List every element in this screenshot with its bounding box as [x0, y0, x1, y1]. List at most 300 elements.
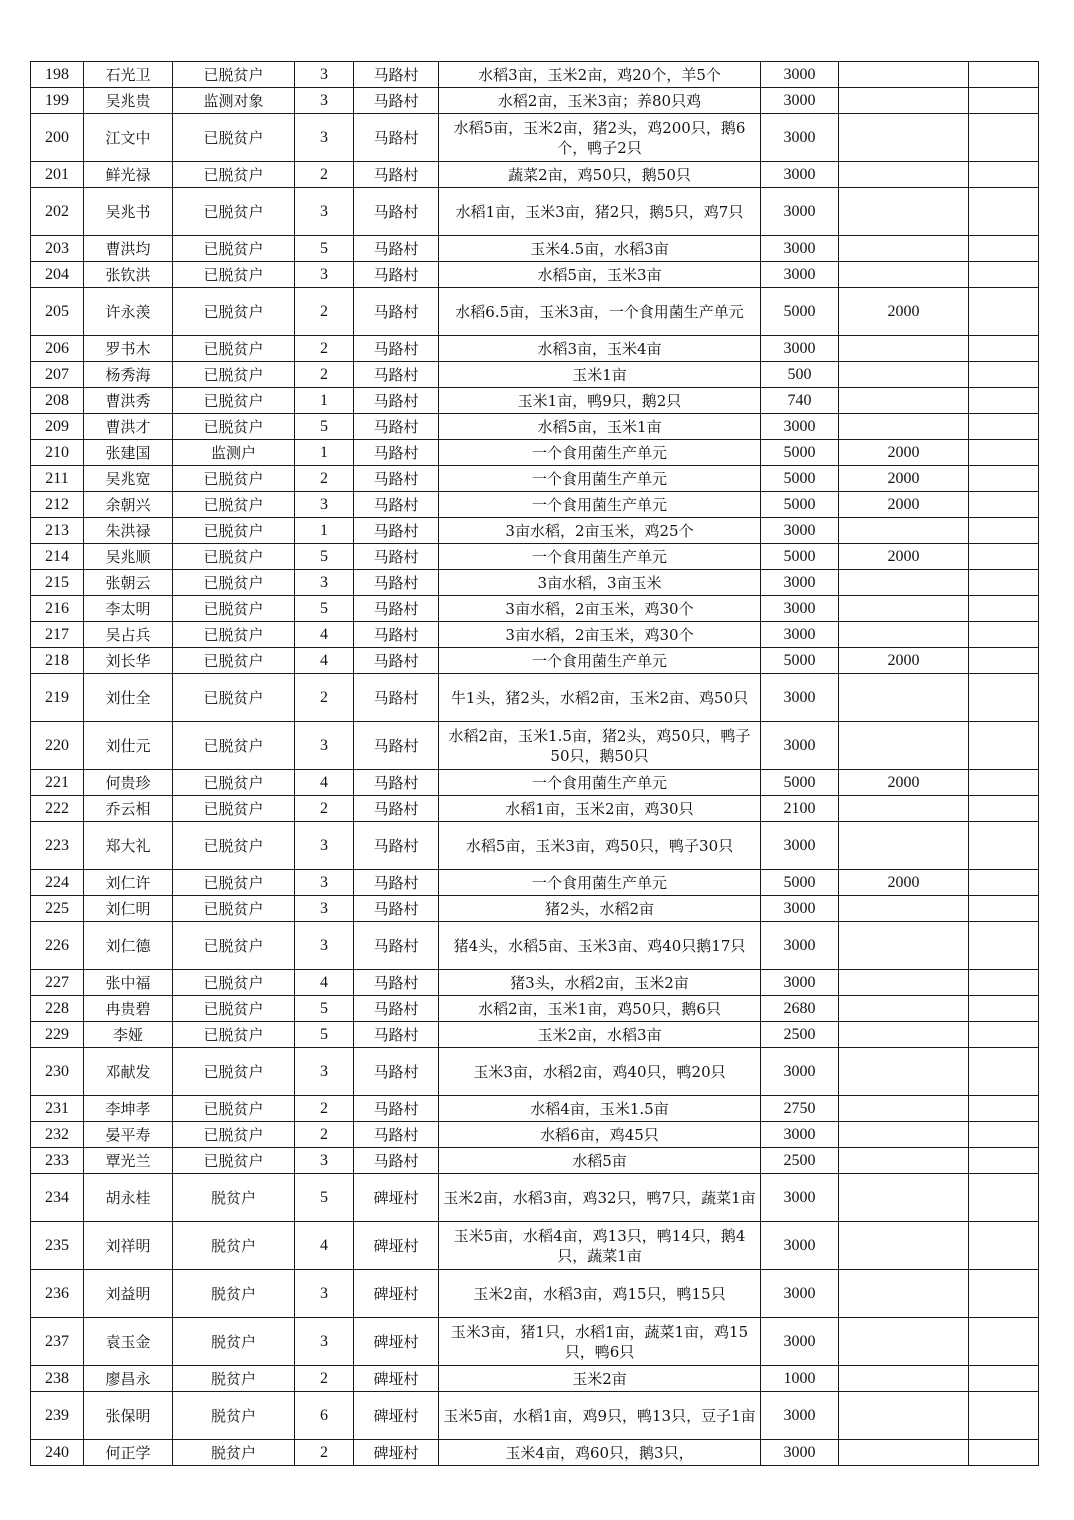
village-cell: 马路村	[354, 188, 439, 236]
household-name-cell: 朱洪禄	[84, 518, 173, 544]
table-row	[31, 388, 1039, 414]
table-row	[31, 262, 1039, 288]
household-size-cell: 3	[295, 262, 354, 288]
extra-amount-cell	[839, 62, 969, 88]
subsidy-amount-cell: 3000	[761, 1048, 839, 1096]
subsidy-amount-cell: 2680	[761, 996, 839, 1022]
remark-cell	[969, 336, 1039, 362]
table-body	[31, 62, 1039, 1466]
row-number-cell: 205	[31, 288, 84, 336]
extra-amount-cell: 2000	[839, 770, 969, 796]
household-name-cell: 石光卫	[84, 62, 173, 88]
subsidy-amount-cell: 3000	[761, 518, 839, 544]
household-size-cell: 2	[295, 796, 354, 822]
household-type-cell: 已脱贫户	[173, 722, 295, 770]
subsidy-amount-cell: 3000	[761, 1122, 839, 1148]
household-name-cell: 刘长华	[84, 648, 173, 674]
row-number-cell: 208	[31, 388, 84, 414]
production-detail-cell: 玉米1亩，鸭9只，鹅2只	[439, 388, 761, 414]
table-row	[31, 336, 1039, 362]
extra-amount-cell	[839, 262, 969, 288]
household-name-cell: 吴兆宽	[84, 466, 173, 492]
remark-cell	[969, 870, 1039, 896]
extra-amount-cell	[839, 1318, 969, 1366]
extra-amount-cell	[839, 722, 969, 770]
household-type-cell: 已脱贫户	[173, 288, 295, 336]
village-cell: 碑垭村	[354, 1222, 439, 1270]
household-name-cell: 晏平寿	[84, 1122, 173, 1148]
household-type-cell: 已脱贫户	[173, 674, 295, 722]
household-size-cell: 3	[295, 1270, 354, 1318]
household-type-cell: 脱贫户	[173, 1270, 295, 1318]
row-number-cell: 238	[31, 1366, 84, 1392]
household-type-cell: 已脱贫户	[173, 822, 295, 870]
household-type-cell: 脱贫户	[173, 1392, 295, 1440]
extra-amount-cell: 2000	[839, 492, 969, 518]
household-name-cell: 吴兆书	[84, 188, 173, 236]
table-row	[31, 414, 1039, 440]
subsidy-amount-cell: 3000	[761, 114, 839, 162]
remark-cell	[969, 596, 1039, 622]
table-row	[31, 996, 1039, 1022]
row-number-cell: 227	[31, 970, 84, 996]
production-detail-cell: 水稻1亩，玉米3亩，猪2只，鹅5只，鸡7只	[439, 188, 761, 236]
household-size-cell: 3	[295, 1148, 354, 1174]
table-row	[31, 622, 1039, 648]
subsidy-amount-cell: 5000	[761, 870, 839, 896]
subsidy-amount-cell: 740	[761, 388, 839, 414]
remark-cell	[969, 1366, 1039, 1392]
village-cell: 马路村	[354, 62, 439, 88]
village-cell: 马路村	[354, 822, 439, 870]
household-size-cell: 2	[295, 1096, 354, 1122]
household-type-cell: 已脱贫户	[173, 796, 295, 822]
household-name-cell: 江文中	[84, 114, 173, 162]
household-size-cell: 5	[295, 1022, 354, 1048]
household-type-cell: 已脱贫户	[173, 336, 295, 362]
household-type-cell: 已脱贫户	[173, 414, 295, 440]
household-name-cell: 吴兆顺	[84, 544, 173, 570]
row-number-cell: 224	[31, 870, 84, 896]
extra-amount-cell	[839, 1096, 969, 1122]
row-number-cell: 239	[31, 1392, 84, 1440]
household-size-cell: 4	[295, 622, 354, 648]
row-number-cell: 200	[31, 114, 84, 162]
extra-amount-cell	[839, 114, 969, 162]
production-detail-cell: 水稻5亩，玉米1亩	[439, 414, 761, 440]
remark-cell	[969, 414, 1039, 440]
extra-amount-cell	[839, 996, 969, 1022]
household-size-cell: 4	[295, 970, 354, 996]
extra-amount-cell	[839, 1148, 969, 1174]
household-name-cell: 李娅	[84, 1022, 173, 1048]
table-row	[31, 1222, 1039, 1270]
remark-cell	[969, 1318, 1039, 1366]
household-type-cell: 已脱贫户	[173, 466, 295, 492]
household-name-cell: 刘益明	[84, 1270, 173, 1318]
production-detail-cell: 水稻6亩，鸡45只	[439, 1122, 761, 1148]
household-name-cell: 张中福	[84, 970, 173, 996]
table-row	[31, 162, 1039, 188]
production-detail-cell: 玉米3亩，水稻2亩，鸡40只，鸭20只	[439, 1048, 761, 1096]
row-number-cell: 240	[31, 1440, 84, 1466]
row-number-cell: 203	[31, 236, 84, 262]
household-size-cell: 2	[295, 336, 354, 362]
row-number-cell: 220	[31, 722, 84, 770]
table-row	[31, 648, 1039, 674]
table-row	[31, 492, 1039, 518]
remark-cell	[969, 796, 1039, 822]
subsidy-amount-cell: 5000	[761, 544, 839, 570]
household-name-cell: 刘祥明	[84, 1222, 173, 1270]
table-row	[31, 870, 1039, 896]
village-cell: 马路村	[354, 162, 439, 188]
remark-cell	[969, 1270, 1039, 1318]
village-cell: 马路村	[354, 1048, 439, 1096]
household-type-cell: 已脱贫户	[173, 1096, 295, 1122]
remark-cell	[969, 822, 1039, 870]
remark-cell	[969, 648, 1039, 674]
extra-amount-cell	[839, 596, 969, 622]
subsidy-amount-cell: 3000	[761, 1392, 839, 1440]
household-size-cell: 2	[295, 466, 354, 492]
extra-amount-cell: 2000	[839, 288, 969, 336]
subsidy-amount-cell: 2500	[761, 1148, 839, 1174]
village-cell: 马路村	[354, 88, 439, 114]
household-type-cell: 已脱贫户	[173, 570, 295, 596]
production-detail-cell: 3亩水稻，3亩玉米	[439, 570, 761, 596]
row-number-cell: 217	[31, 622, 84, 648]
household-size-cell: 3	[295, 88, 354, 114]
table-row	[31, 1366, 1039, 1392]
extra-amount-cell	[839, 970, 969, 996]
production-detail-cell: 蔬菜2亩，鸡50只，鹅50只	[439, 162, 761, 188]
remark-cell	[969, 996, 1039, 1022]
subsidy-amount-cell: 3000	[761, 674, 839, 722]
village-cell: 马路村	[354, 796, 439, 822]
production-detail-cell: 猪2头，水稻2亩	[439, 896, 761, 922]
household-type-cell: 已脱贫户	[173, 1122, 295, 1148]
extra-amount-cell	[839, 1174, 969, 1222]
extra-amount-cell	[839, 570, 969, 596]
extra-amount-cell	[839, 1222, 969, 1270]
household-name-cell: 许永羡	[84, 288, 173, 336]
remark-cell	[969, 922, 1039, 970]
household-name-cell: 乔云相	[84, 796, 173, 822]
subsidy-amount-cell: 3000	[761, 336, 839, 362]
extra-amount-cell	[839, 1022, 969, 1048]
household-name-cell: 鲜光禄	[84, 162, 173, 188]
production-detail-cell: 一个食用菌生产单元	[439, 492, 761, 518]
production-detail-cell: 水稻2亩，玉米1.5亩，猪2头，鸡50只，鸭子50只，鹅50只	[439, 722, 761, 770]
village-cell: 马路村	[354, 970, 439, 996]
household-name-cell: 吴兆贵	[84, 88, 173, 114]
extra-amount-cell: 2000	[839, 440, 969, 466]
household-type-cell: 已脱贫户	[173, 648, 295, 674]
household-type-cell: 已脱贫户	[173, 970, 295, 996]
household-name-cell: 邓献发	[84, 1048, 173, 1096]
extra-amount-cell: 2000	[839, 648, 969, 674]
row-number-cell: 219	[31, 674, 84, 722]
remark-cell	[969, 466, 1039, 492]
row-number-cell: 222	[31, 796, 84, 822]
household-name-cell: 张朝云	[84, 570, 173, 596]
subsidy-amount-cell: 3000	[761, 570, 839, 596]
village-cell: 碑垭村	[354, 1174, 439, 1222]
extra-amount-cell	[839, 388, 969, 414]
household-name-cell: 曹洪秀	[84, 388, 173, 414]
row-number-cell: 225	[31, 896, 84, 922]
row-number-cell: 233	[31, 1148, 84, 1174]
remark-cell	[969, 1022, 1039, 1048]
household-size-cell: 3	[295, 492, 354, 518]
household-size-cell: 2	[295, 1440, 354, 1466]
table-row	[31, 236, 1039, 262]
household-size-cell: 2	[295, 362, 354, 388]
subsidy-amount-cell: 3000	[761, 896, 839, 922]
extra-amount-cell	[839, 674, 969, 722]
village-cell: 马路村	[354, 518, 439, 544]
household-type-cell: 已脱贫户	[173, 162, 295, 188]
village-cell: 马路村	[354, 1148, 439, 1174]
village-cell: 马路村	[354, 722, 439, 770]
row-number-cell: 221	[31, 770, 84, 796]
row-number-cell: 215	[31, 570, 84, 596]
table-row	[31, 570, 1039, 596]
household-size-cell: 3	[295, 188, 354, 236]
subsidy-amount-cell: 3000	[761, 1318, 839, 1366]
row-number-cell: 207	[31, 362, 84, 388]
remark-cell	[969, 970, 1039, 996]
table-row	[31, 188, 1039, 236]
row-number-cell: 209	[31, 414, 84, 440]
remark-cell	[969, 388, 1039, 414]
production-detail-cell: 水稻2亩，玉米1亩，鸡50只，鹅6只	[439, 996, 761, 1022]
subsidy-amount-cell: 3000	[761, 188, 839, 236]
subsidy-amount-cell: 2500	[761, 1022, 839, 1048]
table-row	[31, 922, 1039, 970]
subsidy-amount-cell: 3000	[761, 262, 839, 288]
village-cell: 马路村	[354, 570, 439, 596]
subsidy-amount-cell: 3000	[761, 1270, 839, 1318]
extra-amount-cell	[839, 1392, 969, 1440]
household-size-cell: 4	[295, 770, 354, 796]
household-size-cell: 5	[295, 236, 354, 262]
household-type-cell: 脱贫户	[173, 1366, 295, 1392]
remark-cell	[969, 236, 1039, 262]
production-detail-cell: 一个食用菌生产单元	[439, 770, 761, 796]
production-detail-cell: 水稻5亩	[439, 1148, 761, 1174]
extra-amount-cell: 2000	[839, 870, 969, 896]
remark-cell	[969, 288, 1039, 336]
household-type-cell: 已脱贫户	[173, 114, 295, 162]
subsidy-amount-cell: 3000	[761, 922, 839, 970]
household-size-cell: 3	[295, 114, 354, 162]
household-size-cell: 6	[295, 1392, 354, 1440]
production-detail-cell: 玉米1亩	[439, 362, 761, 388]
household-name-cell: 刘仕元	[84, 722, 173, 770]
row-number-cell: 216	[31, 596, 84, 622]
subsidy-amount-cell: 5000	[761, 770, 839, 796]
remark-cell	[969, 544, 1039, 570]
household-name-cell: 冉贵碧	[84, 996, 173, 1022]
table-row	[31, 1048, 1039, 1096]
remark-cell	[969, 1440, 1039, 1466]
household-size-cell: 4	[295, 648, 354, 674]
household-size-cell: 2	[295, 162, 354, 188]
remark-cell	[969, 570, 1039, 596]
remark-cell	[969, 518, 1039, 544]
row-number-cell: 201	[31, 162, 84, 188]
extra-amount-cell	[839, 88, 969, 114]
remark-cell	[969, 440, 1039, 466]
village-cell: 马路村	[354, 596, 439, 622]
village-cell: 马路村	[354, 1122, 439, 1148]
row-number-cell: 228	[31, 996, 84, 1022]
remark-cell	[969, 1096, 1039, 1122]
household-type-cell: 已脱贫户	[173, 236, 295, 262]
production-detail-cell: 猪3头，水稻2亩，玉米2亩	[439, 970, 761, 996]
household-type-cell: 脱贫户	[173, 1318, 295, 1366]
household-type-cell: 已脱贫户	[173, 596, 295, 622]
table-row	[31, 896, 1039, 922]
household-name-cell: 覃光兰	[84, 1148, 173, 1174]
row-number-cell: 199	[31, 88, 84, 114]
subsidy-amount-cell: 3000	[761, 622, 839, 648]
row-number-cell: 212	[31, 492, 84, 518]
household-type-cell: 脱贫户	[173, 1222, 295, 1270]
row-number-cell: 211	[31, 466, 84, 492]
extra-amount-cell	[839, 162, 969, 188]
household-name-cell: 曹洪才	[84, 414, 173, 440]
village-cell: 马路村	[354, 648, 439, 674]
remark-cell	[969, 1148, 1039, 1174]
subsidy-amount-cell: 3000	[761, 1222, 839, 1270]
remark-cell	[969, 1222, 1039, 1270]
table-row	[31, 1318, 1039, 1366]
village-cell: 马路村	[354, 362, 439, 388]
row-number-cell: 235	[31, 1222, 84, 1270]
village-cell: 马路村	[354, 466, 439, 492]
production-detail-cell: 玉米4.5亩，水稻3亩	[439, 236, 761, 262]
subsidy-amount-cell: 5000	[761, 648, 839, 674]
household-size-cell: 3	[295, 62, 354, 88]
household-size-cell: 3	[295, 722, 354, 770]
row-number-cell: 234	[31, 1174, 84, 1222]
subsidy-amount-cell: 3000	[761, 62, 839, 88]
household-size-cell: 1	[295, 518, 354, 544]
village-cell: 马路村	[354, 896, 439, 922]
production-detail-cell: 水稻5亩，玉米2亩，猪2头，鸡200只，鹅6个，鸭子2只	[439, 114, 761, 162]
village-cell: 碑垭村	[354, 1270, 439, 1318]
household-name-cell: 曹洪均	[84, 236, 173, 262]
remark-cell	[969, 722, 1039, 770]
village-cell: 马路村	[354, 1096, 439, 1122]
row-number-cell: 204	[31, 262, 84, 288]
production-detail-cell: 玉米2亩，水稻3亩	[439, 1022, 761, 1048]
subsidy-amount-cell: 3000	[761, 162, 839, 188]
household-name-cell: 张钦洪	[84, 262, 173, 288]
table-row	[31, 518, 1039, 544]
production-detail-cell: 3亩水稻，2亩玉米，鸡25个	[439, 518, 761, 544]
household-size-cell: 4	[295, 1222, 354, 1270]
production-detail-cell: 猪4头，水稻5亩、玉米3亩、鸡40只鹅17只	[439, 922, 761, 970]
household-size-cell: 5	[295, 596, 354, 622]
extra-amount-cell	[839, 518, 969, 544]
row-number-cell: 202	[31, 188, 84, 236]
subsidy-amount-cell: 3000	[761, 822, 839, 870]
production-detail-cell: 一个食用菌生产单元	[439, 440, 761, 466]
table-row	[31, 362, 1039, 388]
table-row	[31, 822, 1039, 870]
production-detail-cell: 水稻2亩，玉米3亩；养80只鸡	[439, 88, 761, 114]
village-cell: 马路村	[354, 492, 439, 518]
subsidy-amount-cell: 2100	[761, 796, 839, 822]
household-type-cell: 已脱贫户	[173, 622, 295, 648]
remark-cell	[969, 674, 1039, 722]
row-number-cell: 214	[31, 544, 84, 570]
household-type-cell: 已脱贫户	[173, 1048, 295, 1096]
production-detail-cell: 水稻6.5亩，玉米3亩，一个食用菌生产单元	[439, 288, 761, 336]
household-subsidy-table	[30, 61, 1039, 1466]
household-size-cell: 5	[295, 414, 354, 440]
household-type-cell: 已脱贫户	[173, 996, 295, 1022]
village-cell: 马路村	[354, 236, 439, 262]
table-row	[31, 796, 1039, 822]
table-row	[31, 770, 1039, 796]
village-cell: 马路村	[354, 288, 439, 336]
remark-cell	[969, 1392, 1039, 1440]
production-detail-cell: 玉米2亩，水稻3亩，鸡15只，鸭15只	[439, 1270, 761, 1318]
production-detail-cell: 玉米4亩，鸡60只，鹅3只，	[439, 1440, 761, 1466]
household-name-cell: 刘仁明	[84, 896, 173, 922]
village-cell: 马路村	[354, 922, 439, 970]
extra-amount-cell	[839, 922, 969, 970]
production-detail-cell: 水稻3亩，玉米4亩	[439, 336, 761, 362]
household-size-cell: 1	[295, 440, 354, 466]
household-name-cell: 何正学	[84, 1440, 173, 1466]
production-detail-cell: 3亩水稻，2亩玉米，鸡30个	[439, 596, 761, 622]
row-number-cell: 232	[31, 1122, 84, 1148]
table-row	[31, 1122, 1039, 1148]
extra-amount-cell	[839, 236, 969, 262]
production-detail-cell: 一个食用菌生产单元	[439, 466, 761, 492]
remark-cell	[969, 88, 1039, 114]
village-cell: 马路村	[354, 544, 439, 570]
table-row	[31, 1270, 1039, 1318]
row-number-cell: 213	[31, 518, 84, 544]
household-size-cell: 5	[295, 996, 354, 1022]
production-detail-cell: 水稻4亩，玉米1.5亩	[439, 1096, 761, 1122]
production-detail-cell: 玉米2亩	[439, 1366, 761, 1392]
row-number-cell: 198	[31, 62, 84, 88]
production-detail-cell: 水稻5亩，玉米3亩，鸡50只，鸭子30只	[439, 822, 761, 870]
remark-cell	[969, 162, 1039, 188]
household-type-cell: 已脱贫户	[173, 492, 295, 518]
household-name-cell: 刘仕全	[84, 674, 173, 722]
row-number-cell: 218	[31, 648, 84, 674]
extra-amount-cell	[839, 1270, 969, 1318]
production-detail-cell: 一个食用菌生产单元	[439, 648, 761, 674]
household-name-cell: 袁玉金	[84, 1318, 173, 1366]
household-type-cell: 已脱贫户	[173, 896, 295, 922]
household-type-cell: 监测对象	[173, 88, 295, 114]
household-type-cell: 脱贫户	[173, 1174, 295, 1222]
remark-cell	[969, 114, 1039, 162]
household-type-cell: 已脱贫户	[173, 262, 295, 288]
subsidy-amount-cell: 3000	[761, 1440, 839, 1466]
subsidy-amount-cell: 3000	[761, 596, 839, 622]
